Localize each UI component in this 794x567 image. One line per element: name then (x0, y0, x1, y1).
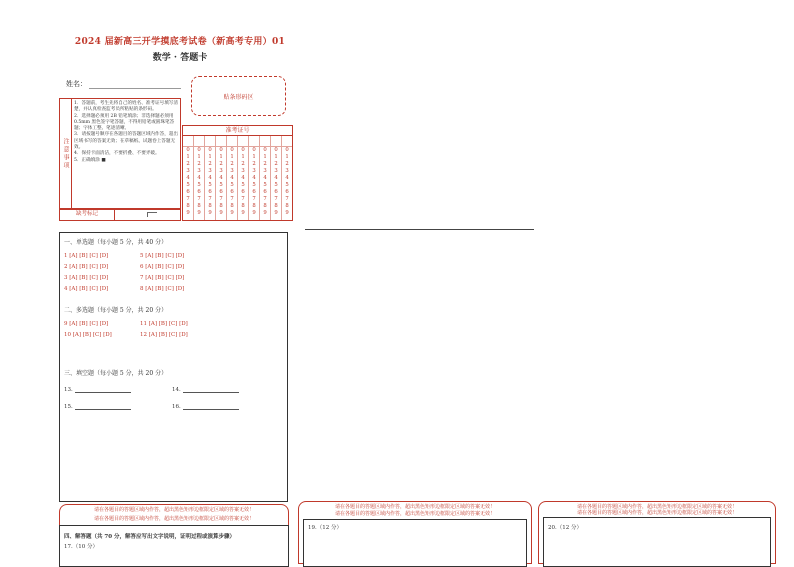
admission-digit-bubble[interactable]: 1 (208, 154, 212, 160)
answer-region-20 (538, 501, 776, 564)
answer-box-20[interactable] (543, 517, 771, 567)
admission-digit-bubble[interactable]: 7 (274, 196, 278, 202)
admission-column (260, 136, 271, 220)
choice-row[interactable]: 9 [A] [B] [C] [D] (64, 321, 109, 327)
section3-title: 三、填空题（每小题 5 分，共 20 分） (64, 370, 168, 377)
answer-region-19 (298, 501, 532, 564)
admission-digit-bubble[interactable]: 4 (252, 175, 256, 181)
fill-blank-label: 15. (64, 404, 73, 410)
admission-digit-bubble[interactable]: 4 (241, 175, 245, 181)
admission-digit-bubble[interactable]: 0 (186, 147, 190, 153)
fill-blank[interactable] (64, 386, 131, 393)
admission-digit-bubble[interactable]: 1 (252, 154, 256, 160)
admission-digit-bubble[interactable]: 5 (263, 182, 267, 188)
section2-title: 二、多选题（每小题 5 分，共 20 分） (64, 307, 168, 314)
admission-digit-bubble[interactable]: 7 (219, 196, 223, 202)
admission-digit-bubble[interactable]: 3 (263, 168, 267, 174)
fill-blank-label: 16. (172, 404, 181, 410)
section4-title: 四、解答题（共 70 分，解答应写出文字说明，证明过程或演算步骤） (64, 534, 235, 540)
admission-digit-bubble[interactable]: 8 (252, 203, 256, 209)
admission-digit-bubble[interactable]: 8 (197, 203, 201, 209)
name-row (66, 79, 181, 89)
admission-digit-bubble[interactable]: 6 (219, 189, 223, 195)
admission-digit-bubble[interactable]: 2 (208, 161, 212, 167)
admission-digit-bubble[interactable]: 4 (208, 175, 212, 181)
admission-digit-bubble[interactable]: 2 (241, 161, 245, 167)
admission-digit-bubble[interactable]: 6 (263, 189, 267, 195)
admission-digit-bubble[interactable]: 8 (241, 203, 245, 209)
admission-digit-bubble[interactable]: 3 (230, 168, 234, 174)
admission-digit-bubble[interactable]: 2 (263, 161, 267, 167)
admission-digit-bubble[interactable]: 3 (197, 168, 201, 174)
admission-write-cell[interactable] (205, 136, 215, 147)
admission-digit-bubble[interactable]: 3 (219, 168, 223, 174)
admission-digit-bubble[interactable]: 0 (263, 147, 267, 153)
warning-text: 请在各题目的答题区域内作答，超出黑色矩形边框限定区域的答案无效！ (576, 510, 737, 516)
notice-item: 1．答题前，考生先将自己的姓名、准考证号填写清楚，并认真检查监考员所粘贴的条形码。 (74, 101, 178, 113)
admission-digit-bubble[interactable]: 9 (285, 210, 289, 216)
warning-text: 请在各题目的答题区域内作答，超出黑色矩形边框限定区域的答案无效！ (334, 511, 495, 517)
choice-row[interactable]: 12 [A] [B] [C] [D] (140, 332, 188, 338)
admission-digit-bubble[interactable]: 0 (219, 147, 223, 153)
admission-write-cell[interactable] (282, 136, 292, 147)
admission-digit-bubble[interactable]: 4 (219, 175, 223, 181)
notice-box (59, 98, 181, 210)
admission-digit-bubble[interactable]: 1 (230, 154, 234, 160)
notice-list (74, 101, 178, 164)
admission-digit-bubble[interactable]: 5 (219, 182, 223, 188)
choice-row[interactable]: 1 [A] [B] [C] [D] (64, 253, 109, 259)
admission-digit-bubble[interactable]: 5 (208, 182, 212, 188)
admission-digit-bubble[interactable]: 5 (186, 182, 190, 188)
warning-text: 请在各题目的答题区域内作答，超出黑色矩形边框限定区域的答案无效！ (334, 504, 495, 510)
admission-digit-bubble[interactable]: 3 (274, 168, 278, 174)
admission-digit-bubble[interactable]: 4 (186, 175, 190, 181)
admission-digit-bubble[interactable]: 9 (230, 210, 234, 216)
admission-digit-bubble[interactable]: 2 (230, 161, 234, 167)
admission-columns (183, 136, 292, 220)
admission-digit-bubble[interactable]: 9 (208, 210, 212, 216)
admission-digit-bubble[interactable]: 5 (252, 182, 256, 188)
admission-column (205, 136, 216, 220)
admission-digit-bubble[interactable]: 2 (285, 161, 289, 167)
admission-digit-bubble[interactable]: 0 (274, 147, 278, 153)
objective-answer-box (59, 232, 288, 502)
admission-digit-bubble[interactable]: 6 (208, 189, 212, 195)
admission-digit-bubble[interactable]: 8 (230, 203, 234, 209)
admission-digit-bubble[interactable]: 1 (197, 154, 201, 160)
admission-digit-bubble[interactable]: 3 (208, 168, 212, 174)
choice-row[interactable]: 2 [A] [B] [C] [D] (64, 264, 109, 270)
admission-digit-bubble[interactable]: 1 (241, 154, 245, 160)
choice-row[interactable]: 5 [A] [B] [C] [D] (140, 253, 185, 259)
section1-title: 一、单选题（每小题 5 分，共 40 分） (64, 239, 168, 246)
admission-digit-bubble[interactable]: 2 (252, 161, 256, 167)
choice-row[interactable]: 8 [A] [B] [C] [D] (140, 286, 185, 292)
fill-blank[interactable] (172, 403, 239, 410)
admission-digit-bubble[interactable]: 6 (197, 189, 201, 195)
admission-column (227, 136, 238, 220)
admission-number-grid (182, 125, 293, 221)
admission-digit-bubble[interactable]: 7 (186, 196, 190, 202)
admission-write-cell[interactable] (249, 136, 259, 147)
answer-box-17[interactable] (59, 525, 289, 567)
admission-digit-bubble[interactable]: 9 (186, 210, 190, 216)
admission-column (271, 136, 282, 220)
admission-digit-bubble[interactable]: 0 (252, 147, 256, 153)
barcode-area: 贴条形码区 (191, 76, 286, 116)
admission-digit-bubble[interactable]: 0 (285, 147, 289, 153)
admission-digit-bubble[interactable]: 7 (241, 196, 245, 202)
admission-digit-bubble[interactable]: 1 (274, 154, 278, 160)
fill-blank-label: 13. (64, 387, 73, 393)
admission-digit-bubble[interactable]: 2 (274, 161, 278, 167)
admission-digit-bubble[interactable]: 7 (263, 196, 267, 202)
admission-column (216, 136, 227, 220)
admission-digit-bubble[interactable]: 3 (285, 168, 289, 174)
choice-row[interactable]: 4 [A] [B] [C] [D] (64, 286, 109, 292)
admission-digit-bubble[interactable]: 1 (285, 154, 289, 160)
admission-digit-bubble[interactable]: 7 (208, 196, 212, 202)
admission-digit-bubble[interactable]: 7 (285, 196, 289, 202)
admission-column (282, 136, 292, 220)
divider-line (305, 229, 534, 230)
notice-item: 5．正确填涂 ■ (74, 157, 106, 163)
admission-write-cell[interactable] (271, 136, 281, 147)
admission-write-cell[interactable] (194, 136, 204, 147)
admission-digit-bubble[interactable]: 3 (241, 168, 245, 174)
admission-digit-bubble[interactable]: 4 (263, 175, 267, 181)
warning-text: 请在各题目的答题区域内作答，超出黑色矩形边框限定区域的答案无效！ (93, 507, 254, 513)
admission-digit-bubble[interactable]: 8 (186, 203, 190, 209)
answer-region-17 (59, 504, 289, 564)
admission-digit-bubble[interactable]: 7 (230, 196, 234, 202)
admission-write-cell[interactable] (238, 136, 248, 147)
admission-digit-bubble[interactable]: 9 (252, 210, 256, 216)
admission-digit-bubble[interactable]: 0 (241, 147, 245, 153)
admission-digit-bubble[interactable]: 5 (274, 182, 278, 188)
absent-mark-label: 缺考标记 (60, 209, 115, 220)
admission-digit-bubble[interactable]: 5 (285, 182, 289, 188)
choice-row[interactable]: 6 [A] [B] [C] [D] (140, 264, 185, 270)
admission-digit-bubble[interactable]: 1 (219, 154, 223, 160)
admission-column (183, 136, 194, 220)
fill-blank-label: 14. (172, 387, 181, 393)
admission-digit-bubble[interactable]: 2 (219, 161, 223, 167)
absent-mark-box[interactable] (147, 212, 157, 217)
admission-digit-bubble[interactable]: 4 (197, 175, 201, 181)
admission-digit-bubble[interactable]: 8 (274, 203, 278, 209)
question-20-label: 20.（12 分） (548, 525, 582, 531)
name-label: 姓名： (66, 80, 87, 88)
choice-row[interactable]: 3 [A] [B] [C] [D] (64, 275, 109, 281)
admission-digit-bubble[interactable]: 9 (263, 210, 267, 216)
admission-digit-bubble[interactable]: 0 (197, 147, 201, 153)
admission-digit-bubble[interactable]: 7 (197, 196, 201, 202)
admission-digit-bubble[interactable]: 7 (252, 196, 256, 202)
notice-label: 注意事项 (60, 99, 72, 209)
fill-blank[interactable] (172, 386, 239, 393)
admission-digit-bubble[interactable]: 6 (274, 189, 278, 195)
admission-digit-bubble[interactable]: 3 (186, 168, 190, 174)
admission-column (238, 136, 249, 220)
admission-column (194, 136, 205, 220)
admission-digit-bubble[interactable]: 1 (186, 154, 190, 160)
admission-digit-bubble[interactable]: 0 (208, 147, 212, 153)
admission-digit-bubble[interactable]: 8 (219, 203, 223, 209)
admission-digit-bubble[interactable]: 4 (274, 175, 278, 181)
page-subtitle: 数学 · 答题卡 (152, 53, 208, 63)
admission-digit-bubble[interactable]: 4 (285, 175, 289, 181)
admission-digit-bubble[interactable]: 5 (197, 182, 201, 188)
admission-digit-bubble[interactable]: 8 (263, 203, 267, 209)
question-19-label: 19.（12 分） (308, 525, 342, 531)
choice-row[interactable]: 7 [A] [B] [C] [D] (140, 275, 185, 281)
admission-digit-bubble[interactable]: 6 (230, 189, 234, 195)
choice-row[interactable]: 11 [A] [B] [C] [D] (140, 321, 188, 327)
notice-item: 4．保持卡面清洁，不要折叠、不要弄破。 (74, 151, 160, 157)
absent-mark-row (59, 208, 181, 221)
choice-row[interactable]: 10 [A] [B] [C] [D] (64, 332, 112, 338)
admission-column (249, 136, 260, 220)
admission-digit-bubble[interactable]: 2 (186, 161, 190, 167)
admission-digit-bubble[interactable]: 4 (230, 175, 234, 181)
question-17-label: 17.（10 分） (64, 544, 98, 550)
admission-digit-bubble[interactable]: 8 (208, 203, 212, 209)
admission-write-cell[interactable] (183, 136, 193, 147)
admission-digit-bubble[interactable]: 6 (252, 189, 256, 195)
admission-write-cell[interactable] (227, 136, 237, 147)
fill-blank[interactable] (64, 403, 131, 410)
admission-digit-bubble[interactable]: 0 (230, 147, 234, 153)
warning-text: 请在各题目的答题区域内作答，超出黑色矩形边框限定区域的答案无效！ (576, 504, 737, 510)
answer-box-19[interactable] (303, 519, 527, 567)
admission-digit-bubble[interactable]: 6 (241, 189, 245, 195)
admission-digit-bubble[interactable]: 9 (274, 210, 278, 216)
admission-digit-bubble[interactable]: 6 (285, 189, 289, 195)
admission-digit-bubble[interactable]: 2 (197, 161, 201, 167)
admission-digit-bubble[interactable]: 1 (263, 154, 267, 160)
name-field[interactable] (89, 80, 181, 89)
admission-write-cell[interactable] (260, 136, 270, 147)
warning-text: 请在各题目的答题区域内作答，超出黑色矩形边框限定区域的答案无效！ (93, 516, 254, 522)
admission-digit-bubble[interactable]: 6 (186, 189, 190, 195)
notice-item: 3．请按题号顺序在各题目的答题区域内作答，超出区域书写的答案无效；在草稿纸、试题卷上答题无效。 (74, 132, 178, 151)
admission-digit-bubble[interactable]: 9 (219, 210, 223, 216)
admission-digit-bubble[interactable]: 9 (241, 210, 245, 216)
admission-digit-bubble[interactable]: 9 (197, 210, 201, 216)
admission-digit-bubble[interactable]: 5 (241, 182, 245, 188)
admission-write-cell[interactable] (216, 136, 226, 147)
page-title: 2024 届新高三开学摸底考试卷（新高考专用）01 (74, 37, 286, 47)
admission-digit-bubble[interactable]: 3 (252, 168, 256, 174)
admission-title: 准考证号 (183, 126, 292, 136)
notice-item: 2．选择题必须用 2B 铅笔填涂；非选择题必须用 0.5mm 黑色签字笔答题，不得用铅笔或圆珠笔答题；字体工整、笔迹清晰。 (74, 113, 175, 132)
admission-digit-bubble[interactable]: 5 (230, 182, 234, 188)
admission-digit-bubble[interactable]: 8 (285, 203, 289, 209)
